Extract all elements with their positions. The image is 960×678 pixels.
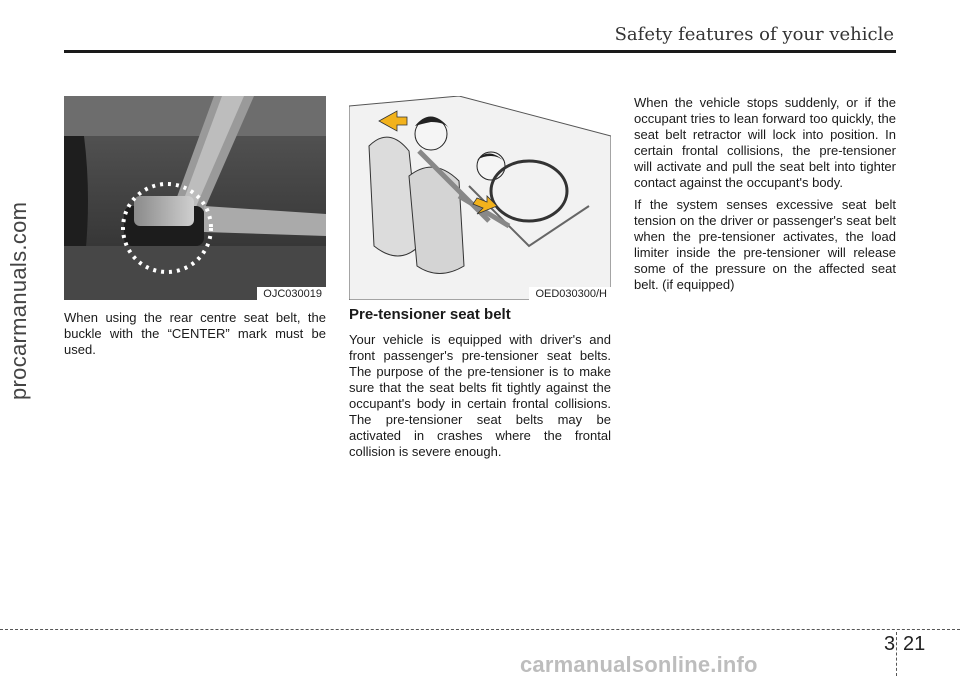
figure-code: OJC030019 (257, 287, 326, 300)
rear-centre-seat-belt-buckle-photo (64, 96, 326, 300)
column-1 (64, 310, 326, 364)
pre-tensioner-illustration (349, 96, 611, 300)
paragraph: When the vehicle stops suddenly, or if the occupant tries to lean forward too quickly, the seat belt retractor will lock into position. In certain frontal collisions, the pre-tensioner will activate and pull the seat belt into tighter contact against the occupant's body. (634, 95, 896, 190)
paragraph: Your vehicle is equipped with driver's and front passenger's pre-tensioner seat belts. The purpose of the pre-tensioner is to make sure that the seat belts fit tightly against the occupant's body in certain frontal collisions. The pre-tensioner seat belts may be activated in crashes where the frontal collision is severe enough. (349, 332, 611, 459)
header-rule (64, 50, 896, 53)
section-heading: Pre-tensioner seat belt (349, 306, 511, 323)
page-header-title: Safety features of your vehicle (614, 24, 894, 45)
column-3 (634, 95, 896, 299)
page-number: 21 (903, 633, 926, 655)
column-2 (349, 306, 611, 466)
footer-rule (0, 629, 960, 630)
page-number-separator (896, 632, 897, 676)
paragraph: When using the rear centre seat belt, the buckle with the “CENTER” mark must be used. (64, 310, 326, 357)
side-watermark: procarmanuals.com (6, 201, 31, 400)
paragraph: If the system senses excessive seat belt tension on the driver or passenger's seat belt when the pre-tensioner activates, the load limiter inside the pre-tensioner will release some of the pressure on the affected seat belt. (if equipped) (634, 197, 896, 292)
bottom-watermark: carmanualsonline.info (520, 652, 758, 677)
pre-tensioner-drawing (349, 96, 611, 300)
seat-belt-buckle-illustration (64, 96, 326, 300)
chapter-number: 3 (884, 633, 896, 655)
figure-code: OED030300/H (529, 287, 611, 300)
